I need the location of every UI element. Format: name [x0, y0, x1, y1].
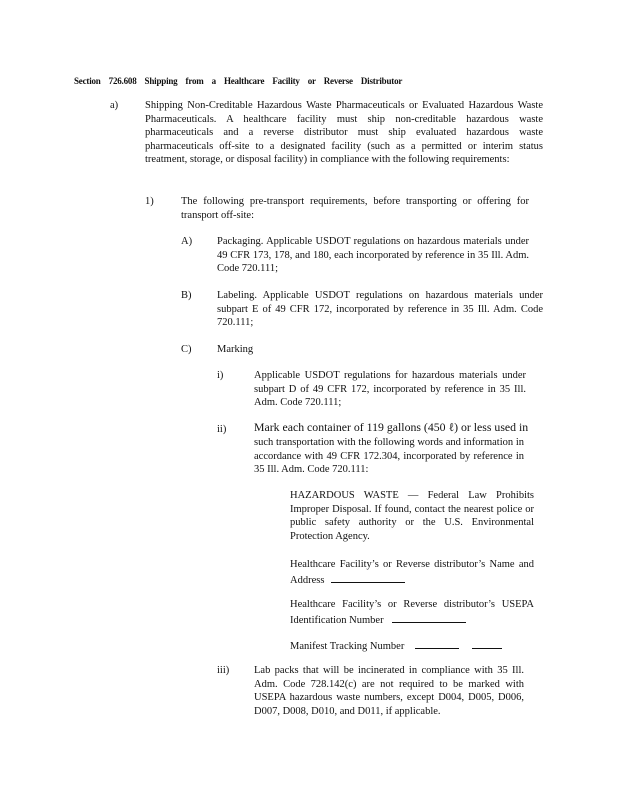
item-C-label: C)	[181, 344, 192, 355]
item-B-label: B)	[181, 290, 192, 301]
paragraph-1-text: The following pre-transport requirements, before transporting or offering for transport off-site:	[181, 196, 529, 221]
name-address-field	[290, 558, 534, 587]
manifest-field	[290, 638, 534, 654]
item-Cii-label: ii)	[217, 424, 227, 435]
name-address-label: Healthcare Facility’s or Reverse distributor’s Name and Address	[290, 559, 534, 586]
item-A-label: A)	[181, 236, 193, 247]
name-address-blank	[331, 572, 405, 583]
item-Ci-label: i)	[217, 370, 224, 381]
usepa-id-label: Healthcare Facility’s or Reverse distributor’s USEPA Identification Number	[290, 599, 534, 626]
manifest-blank-1	[415, 638, 459, 649]
subsection-a-text: Shipping Non-Creditable Hazardous Waste Pharmaceuticals or Evaluated Hazardous Waste Pharmaceuticals. A healthcare facility must ship non-creditable hazardous waste pharmaceuticals and a reverse distributor must ship evaluated hazardous waste pharmaceuticals off-site to a designated facility (such as a permitted or interim status treatment, storage, or disposal facility) in compliance with the following requirements:	[145, 100, 543, 166]
paragraph-1-label: 1)	[145, 196, 154, 207]
item-Cii-text: such transportation with the following words and information in accordance with 49 CFR 172.304, incorporated by reference in 35 Ill. Adm. Code 720.111:	[254, 437, 524, 476]
item-C-text: Marking	[217, 344, 254, 355]
item-Ciii-text: Lab packs that will be incinerated in compliance with 35 Ill. Adm. Code 728.142(c) are not required to be marked with USEPA hazardous waste numbers, except D004, D005, D006, D007, D008, D010, and D011, if applicable.	[254, 665, 524, 717]
usepa-id-blank	[392, 612, 466, 623]
section-heading: Section 726.608 Shipping from a Healthcare Facility or Reverse Distributor	[74, 76, 403, 86]
item-Cii-lead: Mark each container of 119 gallons (450 ℓ) or less used in	[254, 420, 529, 434]
subsection-a-label: a)	[110, 100, 119, 111]
item-Ciii-label: iii)	[217, 665, 230, 676]
item-B-text: Labeling. Applicable USDOT regulations on hazardous materials under subpart E of 49 CFR 172, incorporated by reference in 35 Ill. Adm. Code 720.111;	[217, 290, 543, 329]
item-Ci-text: Applicable USDOT regulations for hazardous materials under subpart D of 49 CFR 172, incorporated by reference in 35 Ill. Adm. Code 720.111;	[254, 370, 526, 409]
hazardous-waste-notice: HAZARDOUS WASTE — Federal Law Prohibits Improper Disposal. If found, contact the nearest police or public safety authority or the U.S. Environmental Protection Agency.	[290, 490, 534, 542]
manifest-blank-2	[472, 638, 502, 649]
usepa-id-field	[290, 598, 534, 627]
item-A-text: Packaging. Applicable USDOT regulations on hazardous materials under 49 CFR 173, 178, and 180, each incorporated by reference in 35 Ill. Adm. Code 720.111;	[217, 236, 529, 275]
manifest-label: Manifest Tracking Number	[290, 641, 405, 652]
